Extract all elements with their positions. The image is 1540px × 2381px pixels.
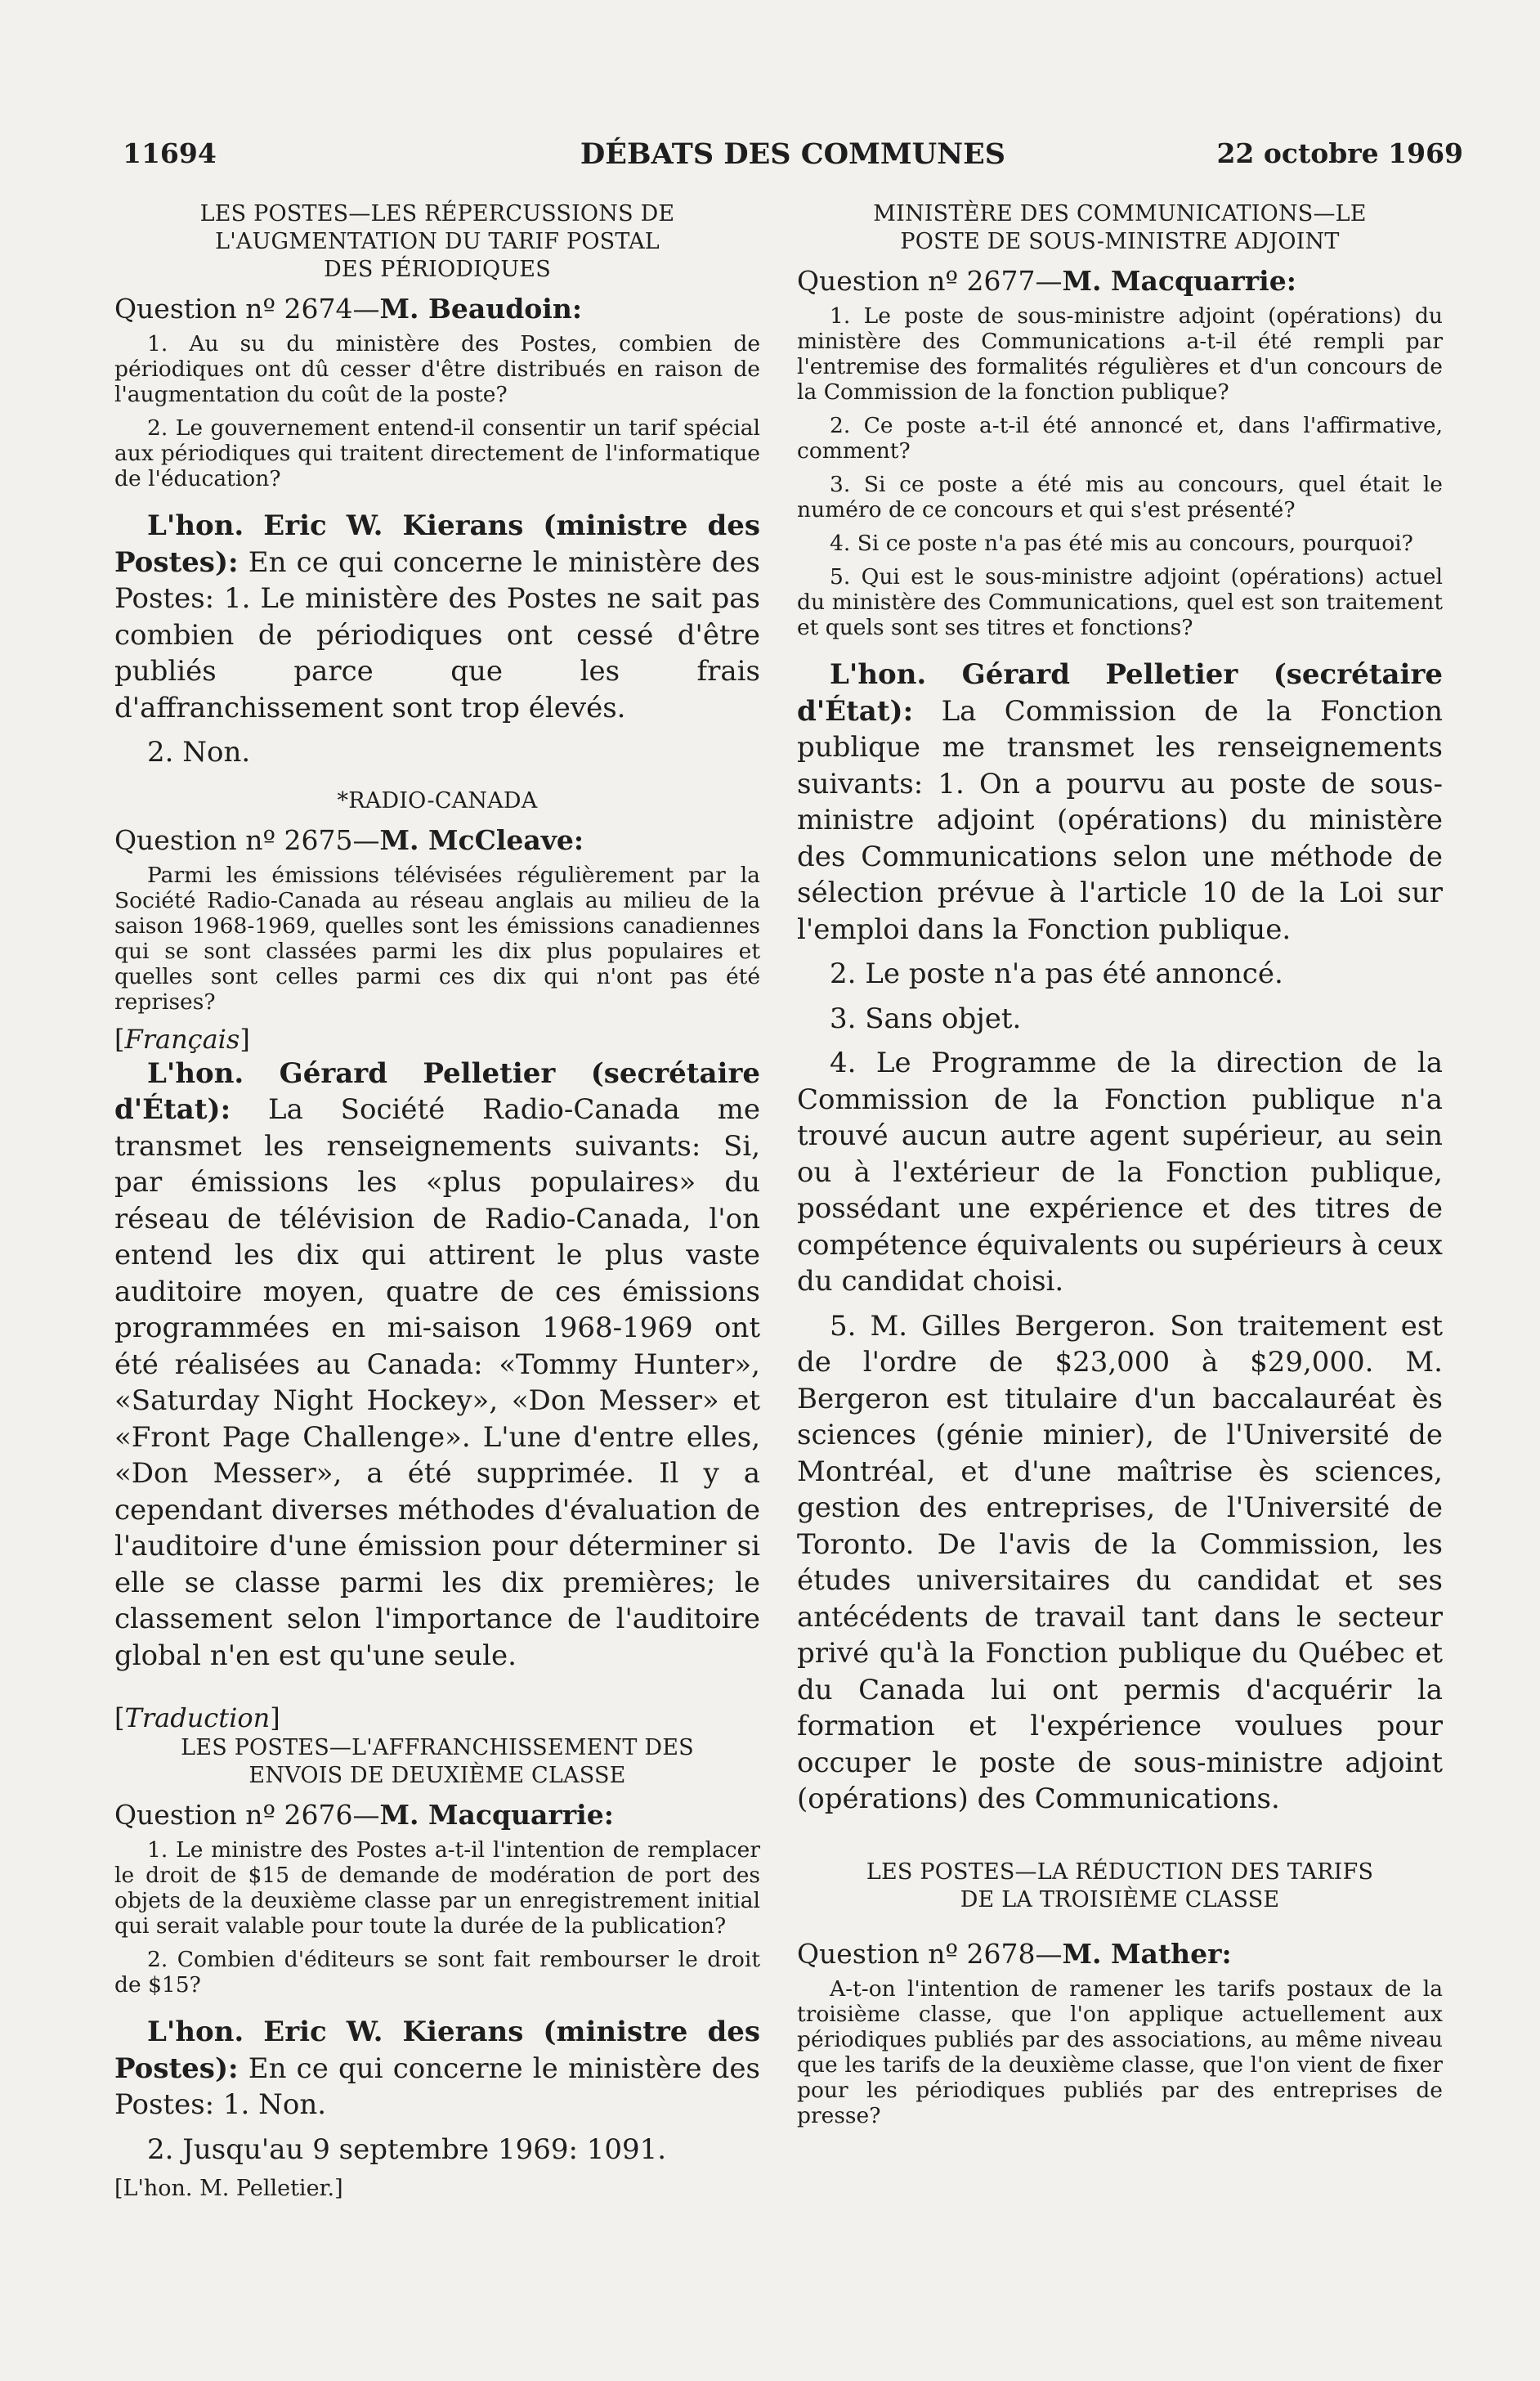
answer-paragraph: 2. Non. xyxy=(147,736,251,769)
answer-text: La Commission de la Fonction publique me transmet les renseignements suivants: 1. On a pourvu au poste de sous-ministre adjoint (opérations) du ministère des Communications selon une méthode de sélection prévue à l'article 10 de la Loi sur l'emploi dans la Fonction publique. xyxy=(797,694,1443,946)
heading-line: ENVOIS DE DEUXIÈME CLASSE xyxy=(248,1763,626,1788)
section-question-2674 xyxy=(114,200,760,771)
answer-paragraph: 4. Le Programme de la direction de la Commission de la Fonction publique n'a trouvé aucun autre agent supérieur, au sein ou à l'extérieur de la Fonction publique, possédant une expérience et des titres de compétence équivalents ou supérieurs à ceux du candidat choisi. xyxy=(797,1047,1443,1298)
answer-paragraph: 3. Sans objet. xyxy=(830,1002,1022,1035)
question-text: Parmi les émissions télévisées régulièrement par la Société Radio-Canada au réseau anglais au milieu de la saison 1968-1969, quelles sont les émissions canadiennes qui se sont classées parmi les dix plus populaires et quelles sont celles parmi ces dix qui n'ont pas été reprises? xyxy=(114,862,760,1015)
section-heading xyxy=(114,1734,760,1790)
question-line xyxy=(114,823,760,858)
right-column xyxy=(797,200,1443,2137)
section-heading xyxy=(114,200,760,284)
heading-line: LES POSTES—L'AFFRANCHISSEMENT DES xyxy=(181,1735,694,1760)
question-line xyxy=(114,1798,760,1832)
question-item: 5. Qui est le sous-ministre adjoint (opérations) actuel du ministère des Communications, quel est son traitement et quels sont ses titres et fonctions? xyxy=(797,564,1443,640)
page-header xyxy=(123,137,1463,178)
speaker: L'hon. Gérard Pelletier (secrétaire d'État): xyxy=(114,1056,760,1126)
heading-line: L'AUGMENTATION DU TARIF POSTAL xyxy=(215,229,660,254)
left-column xyxy=(114,200,760,2209)
answer-paragraph xyxy=(114,2014,760,2123)
answer-text: La Société Radio-Canada me transmet les renseignements suivants: Si, par émissions les «plus populaires» du réseau de télévision de Radio-Canada, l'on entend les dix qui attirent le plus vaste auditoire moyen, quatre de ces émissions programmées en mi-saison 1968-1969 ont été réalisées au Canada: «Tommy Hunter», «Saturday Night Hockey», «Don Messer» et «Front Page Challenge». L'une d'entre elles, «Don Messer», a été supprimée. Il y a cependant diverses méthodes d'évaluation de l'auditoire d'une émission pour déterminer si elle se classe parmi les dix premières; le classement selon l'importance de l'auditoire global n'en est qu'une seule. xyxy=(114,1093,761,1672)
heading-line: POSTE DE SOUS-MINISTRE ADJOINT xyxy=(900,229,1340,254)
heading-line: DE LA TROISIÈME CLASSE xyxy=(960,1886,1280,1912)
question-number: Question nº 2677— xyxy=(797,265,1063,297)
question-member: M. Mather: xyxy=(1062,1937,1232,1970)
answer-paragraph xyxy=(797,657,1443,948)
question-item: 2. Le gouvernement entend-il consentir un tarif spécial aux périodiques qui traitent directement de l'informatique de l'éducation? xyxy=(114,415,760,491)
question-number: Question nº 2678— xyxy=(797,1937,1063,1970)
question-item: 1. Le poste de sous-ministre adjoint (opérations) du ministère des Communications a-t-il été rempli par l'entremise des formalités régulières et d'un concours de la Commission de la fonction publique? xyxy=(797,303,1443,405)
language-note: [Français] xyxy=(114,1023,250,1055)
language-label: Français xyxy=(124,1023,240,1055)
question-member: M. Macquarrie: xyxy=(379,1799,614,1831)
question-member: M. Beaudoin: xyxy=(379,293,583,325)
question-item: 2. Ce poste a-t-il été annoncé et, dans l'affirmative, comment? xyxy=(797,413,1443,464)
heading-line: MINISTÈRE DES COMMUNICATIONS—LE xyxy=(873,201,1367,226)
question-number: Question nº 2675— xyxy=(114,823,380,856)
question-member: M. Macquarrie: xyxy=(1062,265,1296,297)
section-question-2675 xyxy=(114,787,760,1675)
section-question-2677 xyxy=(797,200,1443,1818)
language-label: Traduction xyxy=(124,1702,271,1733)
answer-paragraph: 2. Le poste n'a pas été annoncé. xyxy=(830,957,1283,990)
question-line xyxy=(114,292,760,326)
heading-line: LES POSTES—LA RÉDUCTION DES TARIFS xyxy=(866,1859,1374,1885)
heading-line: DES PÉRIODIQUES xyxy=(324,257,551,282)
question-number: Question nº 2674— xyxy=(114,293,380,325)
page-number: 11694 xyxy=(123,137,217,169)
speaker: L'hon. Eric W. Kierans (ministre des Postes): xyxy=(114,2016,760,2085)
question-line xyxy=(797,264,1443,298)
section-question-2678 xyxy=(797,1859,1443,2128)
answer-text: En ce qui concerne le ministère des Postes: 1. Non. xyxy=(114,2051,760,2121)
section-question-2676 xyxy=(114,1702,760,2201)
answer-paragraph xyxy=(114,508,760,726)
question-item: 1. Le ministre des Postes a-t-il l'intention de remplacer le droit de $15 de demande de modération de port des objets de la deuxième classe par un enregistrement initial qui serait valable pour toute la durée de la publication? xyxy=(114,1837,760,1939)
attribution: [L'hon. M. Pelletier.] xyxy=(114,2176,343,2201)
answer-text: En ce qui concerne le ministère des Postes: 1. Le ministère des Postes ne sait pas combien de périodiques ont cessé d'être publiés parce que les frais d'affranchissement sont trop élevés. xyxy=(114,545,760,724)
question-item: 1. Au su du ministère des Postes, combien de périodiques ont dû cesser d'être distribués en raison de l'augmentation du coût de la poste? xyxy=(114,331,760,407)
speaker: L'hon. Gérard Pelletier (secrétaire d'État): xyxy=(797,658,1443,728)
heading-line: LES POSTES—LES RÉPERCUSSIONS DE xyxy=(199,201,675,226)
question-line xyxy=(797,1937,1443,1971)
question-text: A-t-on l'intention de ramener les tarifs postaux de la troisième classe, que l'on applique actuellement aux périodiques publiés par des associations, au même niveau que les tarifs de la deuxième classe, que l'on vient de fixer pour les périodiques publiés par des entreprises de presse? xyxy=(797,1975,1443,2128)
page-date: 22 octobre 1969 xyxy=(1216,137,1463,169)
answer-paragraph: 2. Jusqu'au 9 septembre 1969: 1091. xyxy=(147,2132,667,2166)
language-note: [Traduction] xyxy=(114,1702,280,1733)
question-member: M. McCleave: xyxy=(379,823,584,856)
question-item: 3. Si ce poste a été mis au concours, quel était le numéro de ce concours et qui s'est présenté? xyxy=(797,472,1443,522)
speaker: L'hon. Eric W. Kierans (ministre des Postes): xyxy=(114,509,760,579)
section-heading xyxy=(797,1859,1443,1914)
question-number: Question nº 2676— xyxy=(114,1799,380,1831)
section-heading: *RADIO-CANADA xyxy=(337,787,538,814)
page-title: DÉBATS DES COMMUNES xyxy=(580,137,1006,171)
section-heading xyxy=(797,200,1443,256)
question-item: 4. Si ce poste n'a pas été mis au concours, pourquoi? xyxy=(830,531,1413,556)
answer-paragraph xyxy=(114,1056,760,1675)
question-item: 2. Combien d'éditeurs se sont fait rembourser le droit de $15? xyxy=(114,1947,760,1998)
answer-paragraph: 5. M. Gilles Bergeron. Son traitement est de l'ordre de $23,000 à $29,000. M. Bergeron est titulaire d'un baccalauréat ès sciences (génie minier), de l'Université de Montréal, et d'une maîtrise ès sciences, gestion des entreprises, de l'Université de Toronto. De l'avis de la Commission, les études universitaires du candidat et ses antécédents de travail tant dans le secteur privé qu'à la Fonction publique du Québec et du Canada lui ont permis d'acquérir la formation et l'expérience voulues pour occuper le poste de sous-ministre adjoint (opérations) des Communications. xyxy=(797,1309,1443,1815)
